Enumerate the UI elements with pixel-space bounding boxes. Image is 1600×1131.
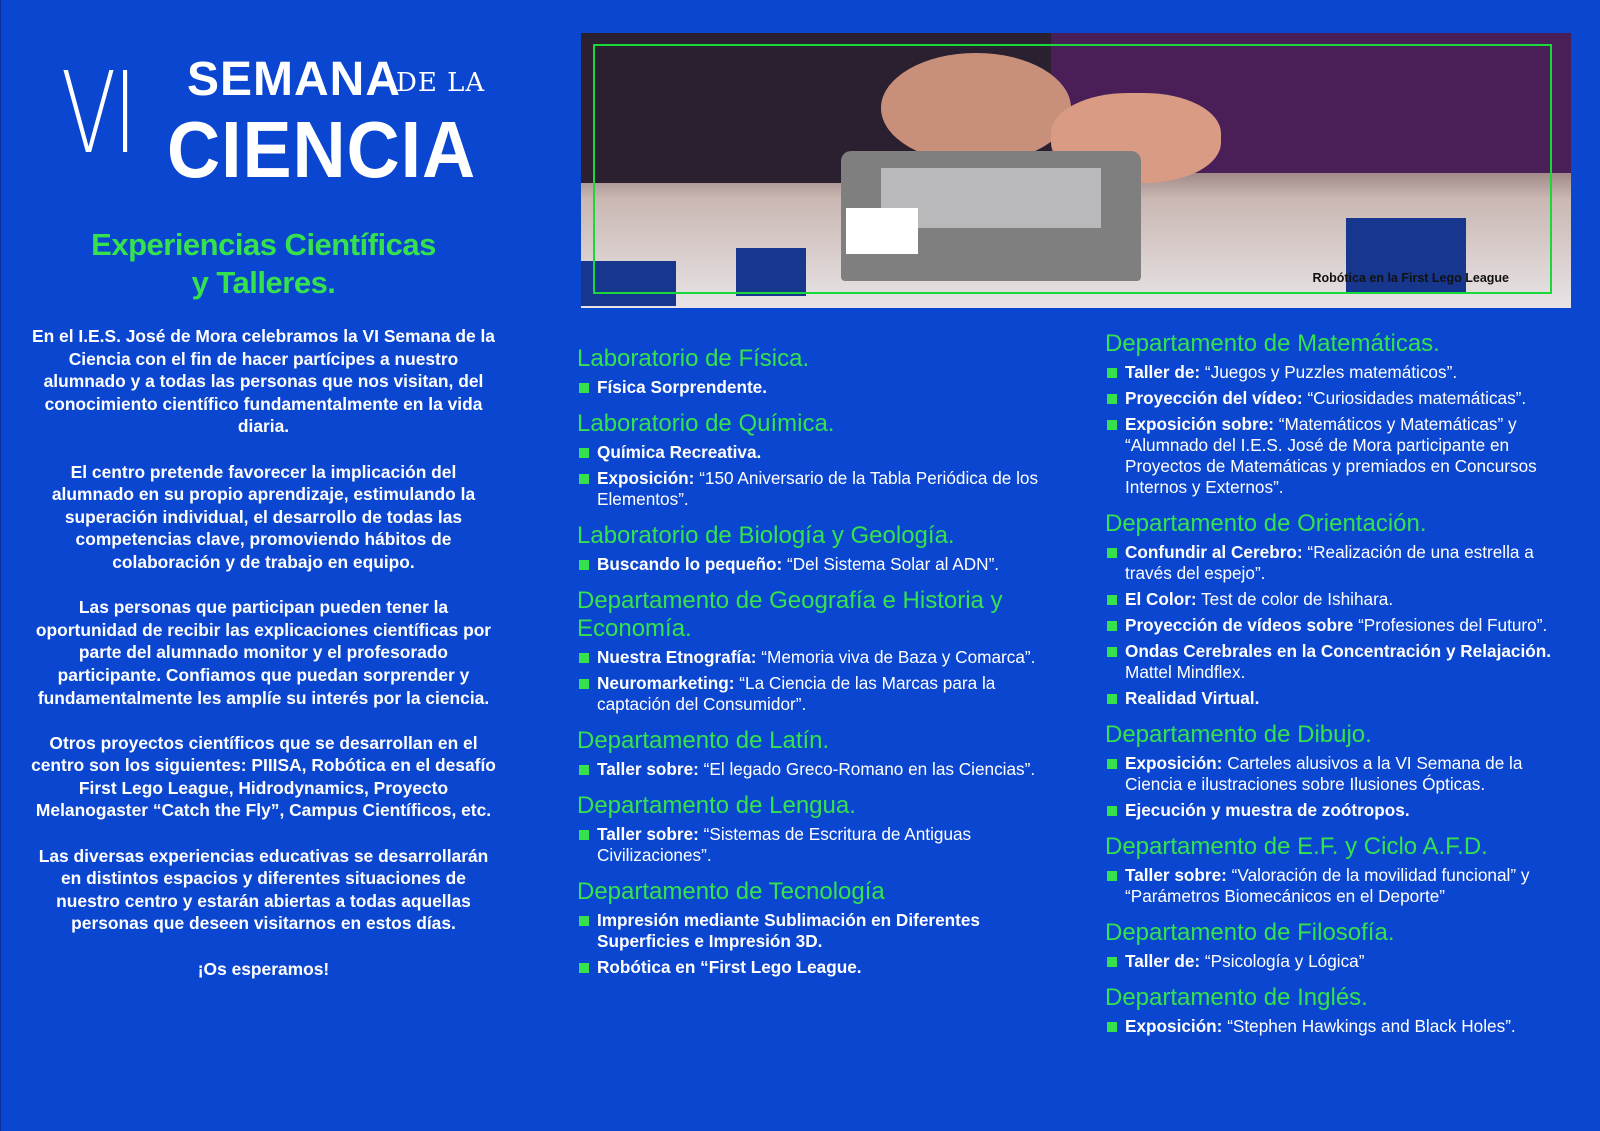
section-title: Departamento de Orientación. <box>1105 510 1427 537</box>
activity-list <box>1105 1016 1575 1037</box>
activity-name: Taller de: <box>1125 362 1201 382</box>
activity-description: “150 Aniversario de la Tabla Periódica de los Elementos”. <box>597 468 1039 509</box>
section-title: Laboratorio de Física. <box>577 345 810 372</box>
activity-description: “Curiosidades matemáticas”. <box>1302 388 1527 408</box>
activity-name: Exposición: <box>1125 753 1223 773</box>
activity-item <box>1105 388 1575 409</box>
square-bullet-icon <box>1107 957 1117 967</box>
program-section <box>577 727 1047 780</box>
square-bullet-icon <box>579 916 589 926</box>
program-section <box>577 410 1047 510</box>
activity-description: “Memoria viva de Baza y Comarca”. <box>756 647 1036 667</box>
activity-list <box>577 824 1047 866</box>
program-section <box>1105 330 1575 498</box>
activity-list <box>577 554 1047 575</box>
square-bullet-icon <box>579 383 589 393</box>
activity-name: Taller sobre: <box>1125 865 1227 885</box>
square-bullet-icon <box>1107 394 1117 404</box>
activity-description: “Matemáticos y Matemáticas” y “Alumnado del I.E.S. José de Mora participante en Proyectos de Matemáticas y premiados en Concursos Internos y Externos”. <box>1125 414 1537 497</box>
square-bullet-icon <box>1107 1022 1117 1032</box>
square-bullet-icon <box>579 474 589 484</box>
square-bullet-icon <box>1107 694 1117 704</box>
activity-description: “Sistemas de Escritura de Antiguas Civilizaciones”. <box>597 824 972 865</box>
activity-item <box>1105 951 1575 972</box>
activity-list <box>1105 951 1575 972</box>
activity-description: Mattel Mindflex. <box>1125 662 1246 682</box>
middle-column <box>577 345 1047 990</box>
intro-paragraph: El centro pretende favorecer la implicación del alumnado en su propio aprendizaje, estimulando la superación individual, el desarrollo de todas las competencias clave, promoviendo hábitos de colaboración y de trabajo en equipo. <box>51 461 476 572</box>
activity-item <box>1105 615 1575 636</box>
section-title: Laboratorio de Biología y Geología. <box>577 522 955 549</box>
activity-description: “Profesiones del Futuro”. <box>1353 615 1548 635</box>
program-section <box>1105 510 1575 709</box>
robotics-photo <box>581 33 1571 308</box>
photo-frame <box>593 44 1552 294</box>
activity-item <box>1105 414 1575 498</box>
activity-list <box>577 759 1047 780</box>
square-bullet-icon <box>1107 871 1117 881</box>
square-bullet-icon <box>579 963 589 973</box>
square-bullet-icon <box>1107 548 1117 558</box>
square-bullet-icon <box>579 679 589 689</box>
activity-name: Ejecución y muestra de zoótropos. <box>1125 800 1410 820</box>
section-title: Departamento de Dibujo. <box>1105 721 1372 748</box>
program-section <box>1105 984 1575 1037</box>
activity-name: Confundir al Cerebro: <box>1125 542 1303 562</box>
activity-name: Exposición: <box>1125 1016 1223 1036</box>
square-bullet-icon <box>579 653 589 663</box>
program-section <box>1105 833 1575 907</box>
activity-name: Buscando lo pequeño: <box>597 554 783 574</box>
section-title: Departamento de Latín. <box>577 727 830 754</box>
section-title: Departamento de Matemáticas. <box>1105 330 1440 357</box>
subtitle-line: Experiencias Científicas <box>91 227 436 262</box>
activity-item <box>1105 542 1575 584</box>
activity-description: Carteles alusivos a la VI Semana de la Ciencia e ilustraciones sobre Ilusiones Ópticas. <box>1125 753 1523 794</box>
square-bullet-icon <box>1107 368 1117 378</box>
activity-list <box>1105 753 1575 821</box>
activity-item <box>1105 865 1575 907</box>
title-de-la: DE LA <box>396 68 486 98</box>
activity-item <box>577 442 1047 463</box>
program-section <box>577 792 1047 866</box>
photo-caption: Robótica en la First Lego League <box>1312 271 1509 285</box>
intro-paragraph: Las personas que participan pueden tener la oportunidad de recibir las explicaciones científicas por parte del alumnado monitor y el profesorado participante. Confiamos que puedan sorprender y fundamentalmente les amplíe su interés por la ciencia. <box>35 597 492 708</box>
title-roman-numeral: VI <box>61 49 135 179</box>
activity-description: “Realización de una estrella a través del espejo”. <box>1125 542 1534 583</box>
activity-item <box>1105 753 1575 795</box>
square-bullet-icon <box>579 765 589 775</box>
activity-name: Ondas Cerebrales en la Concentración y Relajación. <box>1125 641 1552 661</box>
program-section <box>577 522 1047 575</box>
activity-description: “Del Sistema Solar al ADN”. <box>782 554 1000 574</box>
activity-item <box>577 824 1047 866</box>
intro-paragraph: En el I.E.S. José de Mora celebramos la VI Semana de la Ciencia con el fin de hacer partícipes a nuestro alumnado y a todas las personas que nos visitan, del conocimiento científico fundamentalmente en la vida diaria. <box>32 326 495 437</box>
activity-name: Exposición sobre: <box>1125 414 1274 434</box>
activity-description: “Stephen Hawkings and Black Holes”. <box>1222 1016 1516 1036</box>
subtitle <box>41 226 486 302</box>
activity-item <box>1105 641 1575 683</box>
program-section <box>577 587 1047 715</box>
square-bullet-icon <box>1107 647 1117 657</box>
activity-item <box>1105 688 1575 709</box>
activity-item <box>1105 1016 1575 1037</box>
activity-list <box>577 910 1047 978</box>
activity-description: “Valoración de la movilidad funcional” y “Parámetros Biomecánicos en el Deporte” <box>1125 865 1530 906</box>
activity-item <box>577 910 1047 952</box>
section-title: Departamento de Tecnología <box>577 878 885 905</box>
title-semana: SEMANA <box>187 53 402 106</box>
title-ciencia: CIENCIA <box>167 105 477 194</box>
section-title: Departamento de E.F. y Ciclo A.F.D. <box>1105 833 1488 860</box>
square-bullet-icon <box>1107 420 1117 430</box>
square-bullet-icon <box>1107 806 1117 816</box>
square-bullet-icon <box>579 560 589 570</box>
activity-list <box>1105 865 1575 907</box>
section-title: Laboratorio de Química. <box>577 410 835 437</box>
activity-description: “La Ciencia de las Marcas para la captación del Consumidor”. <box>597 673 996 714</box>
activity-name: Taller sobre: <box>597 824 699 844</box>
activity-list <box>1105 362 1575 498</box>
program-section <box>577 345 1047 398</box>
program-section <box>1105 721 1575 821</box>
activity-list <box>577 647 1047 715</box>
activity-item <box>1105 589 1575 610</box>
activity-item <box>577 647 1047 668</box>
activity-description: “Psicología y Lógica” <box>1200 951 1365 971</box>
activity-name: El Color: <box>1125 589 1197 609</box>
activity-item <box>577 759 1047 780</box>
square-bullet-icon <box>579 830 589 840</box>
activity-name: Taller sobre: <box>597 759 699 779</box>
subtitle-line: y Talleres. <box>191 265 336 300</box>
activity-item <box>577 673 1047 715</box>
activity-item <box>1105 800 1575 821</box>
activity-name: Física Sorprendente. <box>597 377 768 397</box>
activity-item <box>1105 362 1575 383</box>
activity-item <box>577 554 1047 575</box>
activity-list <box>577 442 1047 510</box>
activity-name: Realidad Virtual. <box>1125 688 1260 708</box>
section-title: Departamento de Lengua. <box>577 792 856 819</box>
section-title: Departamento de Inglés. <box>1105 984 1368 1011</box>
section-title: Departamento de Filosofía. <box>1105 919 1395 946</box>
activity-name: Química Recreativa. <box>597 442 762 462</box>
activity-name: Taller de: <box>1125 951 1201 971</box>
square-bullet-icon <box>1107 621 1117 631</box>
activity-list <box>577 377 1047 398</box>
program-section <box>577 878 1047 978</box>
program-section <box>1105 919 1575 972</box>
activity-name: Impresión mediante Sublimación en Diferentes Superficies e Impresión 3D. <box>597 910 980 951</box>
activity-name: Neuromarketing: <box>597 673 735 693</box>
intro-paragraph: Las diversas experiencias educativas se desarrollarán en distintos espacios y diferentes situaciones de nuestro centro y estarán abiertas a todas aquellas personas que deseen visitarnos en estos días. <box>38 845 489 934</box>
intro-closing: ¡Os esperamos! <box>197 958 330 979</box>
activity-name: Robótica en “First Lego League. <box>597 957 862 977</box>
section-title: Departamento de Geografía e Historia y Economía. <box>577 587 1003 642</box>
activity-description: “Juegos y Puzzles matemáticos”. <box>1200 362 1458 382</box>
right-column <box>1105 330 1575 1049</box>
activity-name: Proyección del vídeo: <box>1125 388 1303 408</box>
activity-name: Nuestra Etnografía: <box>597 647 757 667</box>
activity-name: Proyección de vídeos sobre <box>1125 615 1354 635</box>
square-bullet-icon <box>1107 595 1117 605</box>
square-bullet-icon <box>579 448 589 458</box>
activity-name: Exposición: <box>597 468 695 488</box>
activity-description: “El legado Greco-Romano en las Ciencias”. <box>698 759 1036 779</box>
activity-list <box>1105 542 1575 709</box>
activity-item <box>577 468 1047 510</box>
square-bullet-icon <box>1107 759 1117 769</box>
intro-text <box>31 325 496 1003</box>
activity-description: Test de color de Ishihara. <box>1196 589 1394 609</box>
intro-paragraph: Otros proyectos científicos que se desarrollan en el centro son los siguientes: PIIISA, Robótica en el desafío First Lego League, Hidrodynamics, Proyecto Melanogaster “Catch the Fly”, Campus Científicos, etc. <box>31 732 496 821</box>
activity-item <box>577 957 1047 978</box>
activity-item <box>577 377 1047 398</box>
